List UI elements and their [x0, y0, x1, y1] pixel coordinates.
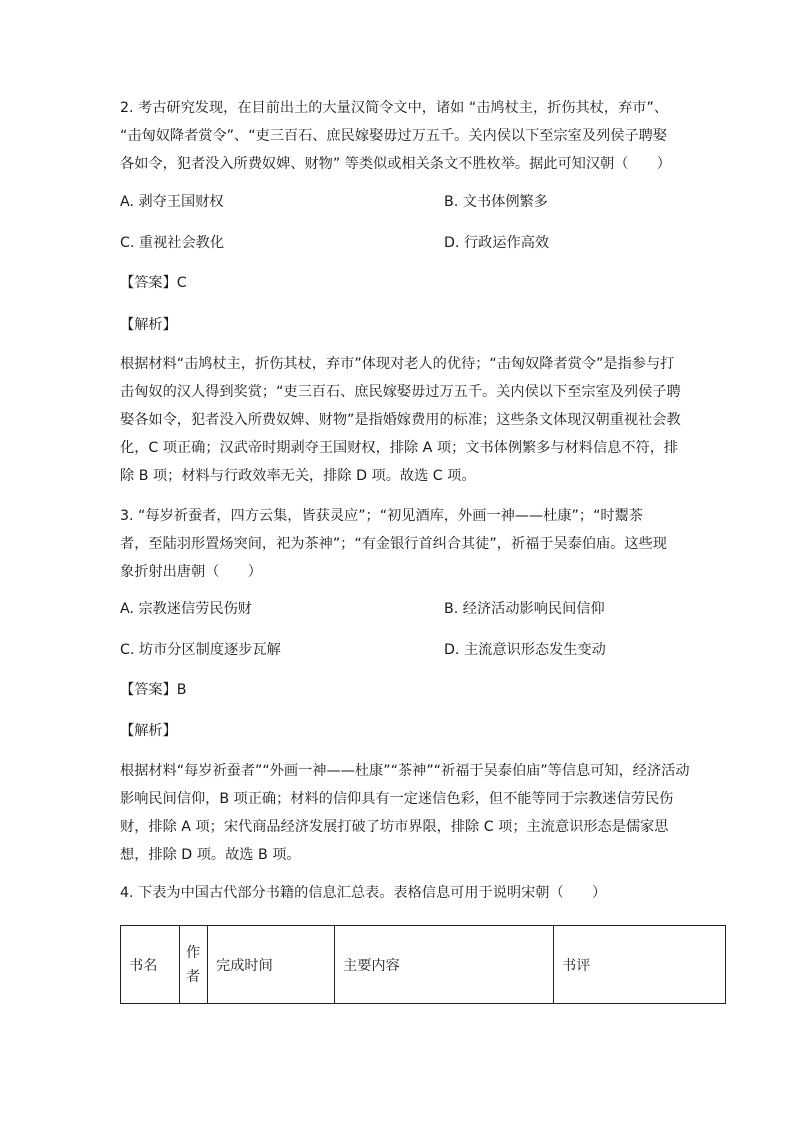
q3-stem-line: 者，至陆羽形置炀突间，祀为茶神”；“有金银行首纠合其徒”，祈福于吴泰伯庙。这些现 — [120, 536, 667, 552]
q2-stem — [120, 94, 680, 178]
q2-stem-line: “击匈奴降者赏令”、“吏三百石、庶民嫁娶毋过万五千。关内侯以下至宗室及列侯子聘娶 — [120, 128, 667, 144]
header-book-title: 书名 — [121, 926, 180, 1004]
q2-stem-line: 各如令，犯者没入所费奴婢、财物” 等类似或相关条文不胜枚举。据此可知汉朝（ ） — [120, 156, 671, 172]
header-main-content: 主要内容 — [335, 926, 554, 1004]
q2-option-a: A. 剥夺王国财权 — [120, 194, 224, 210]
q3-option-c: C. 坊市分区制度逐步瓦解 — [120, 642, 281, 658]
q3-stem-line: 3. “每岁祈蚕者，四方云集，皆获灵应”；“初见酒库，外画一神——杜康”；“时鬻茶 — [120, 508, 643, 524]
q2-analysis — [120, 350, 680, 490]
header-author-text: 作 者 — [186, 944, 201, 985]
q3-analysis-line: 想，排除 D 项。故选 B 项。 — [120, 847, 301, 863]
q2-option-b: B. 文书体例繁多 — [444, 194, 548, 210]
q3-option-d: D. 主流意识形态发生变动 — [444, 642, 606, 658]
q2-analysis-line: 除 B 项；材料与行政效率无关，排除 D 项。故选 C 项。 — [120, 468, 476, 484]
q2-analysis-line: 根据材料“击鸠杖主，折伤其杖，弃市”体现对老人的优待；“击匈奴降者赏令”是指参与打 — [120, 356, 675, 372]
q3-analysis-line: 影响民间信仰，B 项正确；材料的信仰具有一定迷信色彩，但不能等同于宗教迷信劳民伤 — [120, 791, 674, 807]
q2-analysis-heading: 【解析】 — [120, 317, 177, 333]
header-book-review: 书评 — [554, 926, 726, 1004]
q3-option-a: A. 宗教迷信劳民伤财 — [120, 601, 252, 617]
q3-answer: 【答案】B — [120, 682, 187, 698]
q2-stem-line: 2. 考古研究发现，在目前出土的大量汉简令文中，诸如 “击鸠杖主，折伤其杖，弃市”、 — [120, 100, 669, 116]
table-header-row — [121, 926, 726, 1004]
header-author — [180, 926, 208, 1004]
q3-analysis-line: 根据材料“每岁祈蚕者”“外画一神——杜康”“茶神”“祈福于吴泰伯庙”等信息可知，经济活动 — [120, 763, 690, 779]
q3-stem — [120, 502, 680, 586]
q2-option-d: D. 行政运作高效 — [444, 235, 550, 251]
q2-analysis-line: 娶各如令，犯者没入所费奴婢、财物”是指婚嫁费用的标准；这些条文体现汉朝重视社会教 — [120, 412, 681, 428]
q2-analysis-line: 击匈奴的汉人得到奖赏；“吏三百石、庶民嫁娶毋过万五千。关内侯以下至宗室及列侯子聘 — [120, 384, 681, 400]
book-info-table — [120, 925, 726, 1004]
q4-stem: 4. 下表为中国古代部分书籍的信息汇总表。表格信息可用于说明宋朝（ ） — [120, 885, 607, 901]
q2-analysis-line: 化，C 项正确；汉武帝时期剥夺王国财权，排除 A 项；文书体例繁多与材料信息不符，排 — [120, 440, 679, 456]
q3-analysis — [120, 757, 690, 869]
q2-option-c: C. 重视社会教化 — [120, 235, 225, 251]
q2-answer: 【答案】C — [120, 275, 187, 291]
q3-analysis-heading: 【解析】 — [120, 723, 177, 739]
header-completion-time: 完成时间 — [208, 926, 335, 1004]
q3-option-b: B. 经济活动影响民间信仰 — [444, 601, 605, 617]
q3-analysis-line: 财，排除 A 项；宋代商品经济发展打破了坊市界限，排除 C 项；主流意识形态是儒家思 — [120, 819, 669, 835]
q3-stem-line: 象折射出唐朝（ ） — [120, 564, 262, 580]
